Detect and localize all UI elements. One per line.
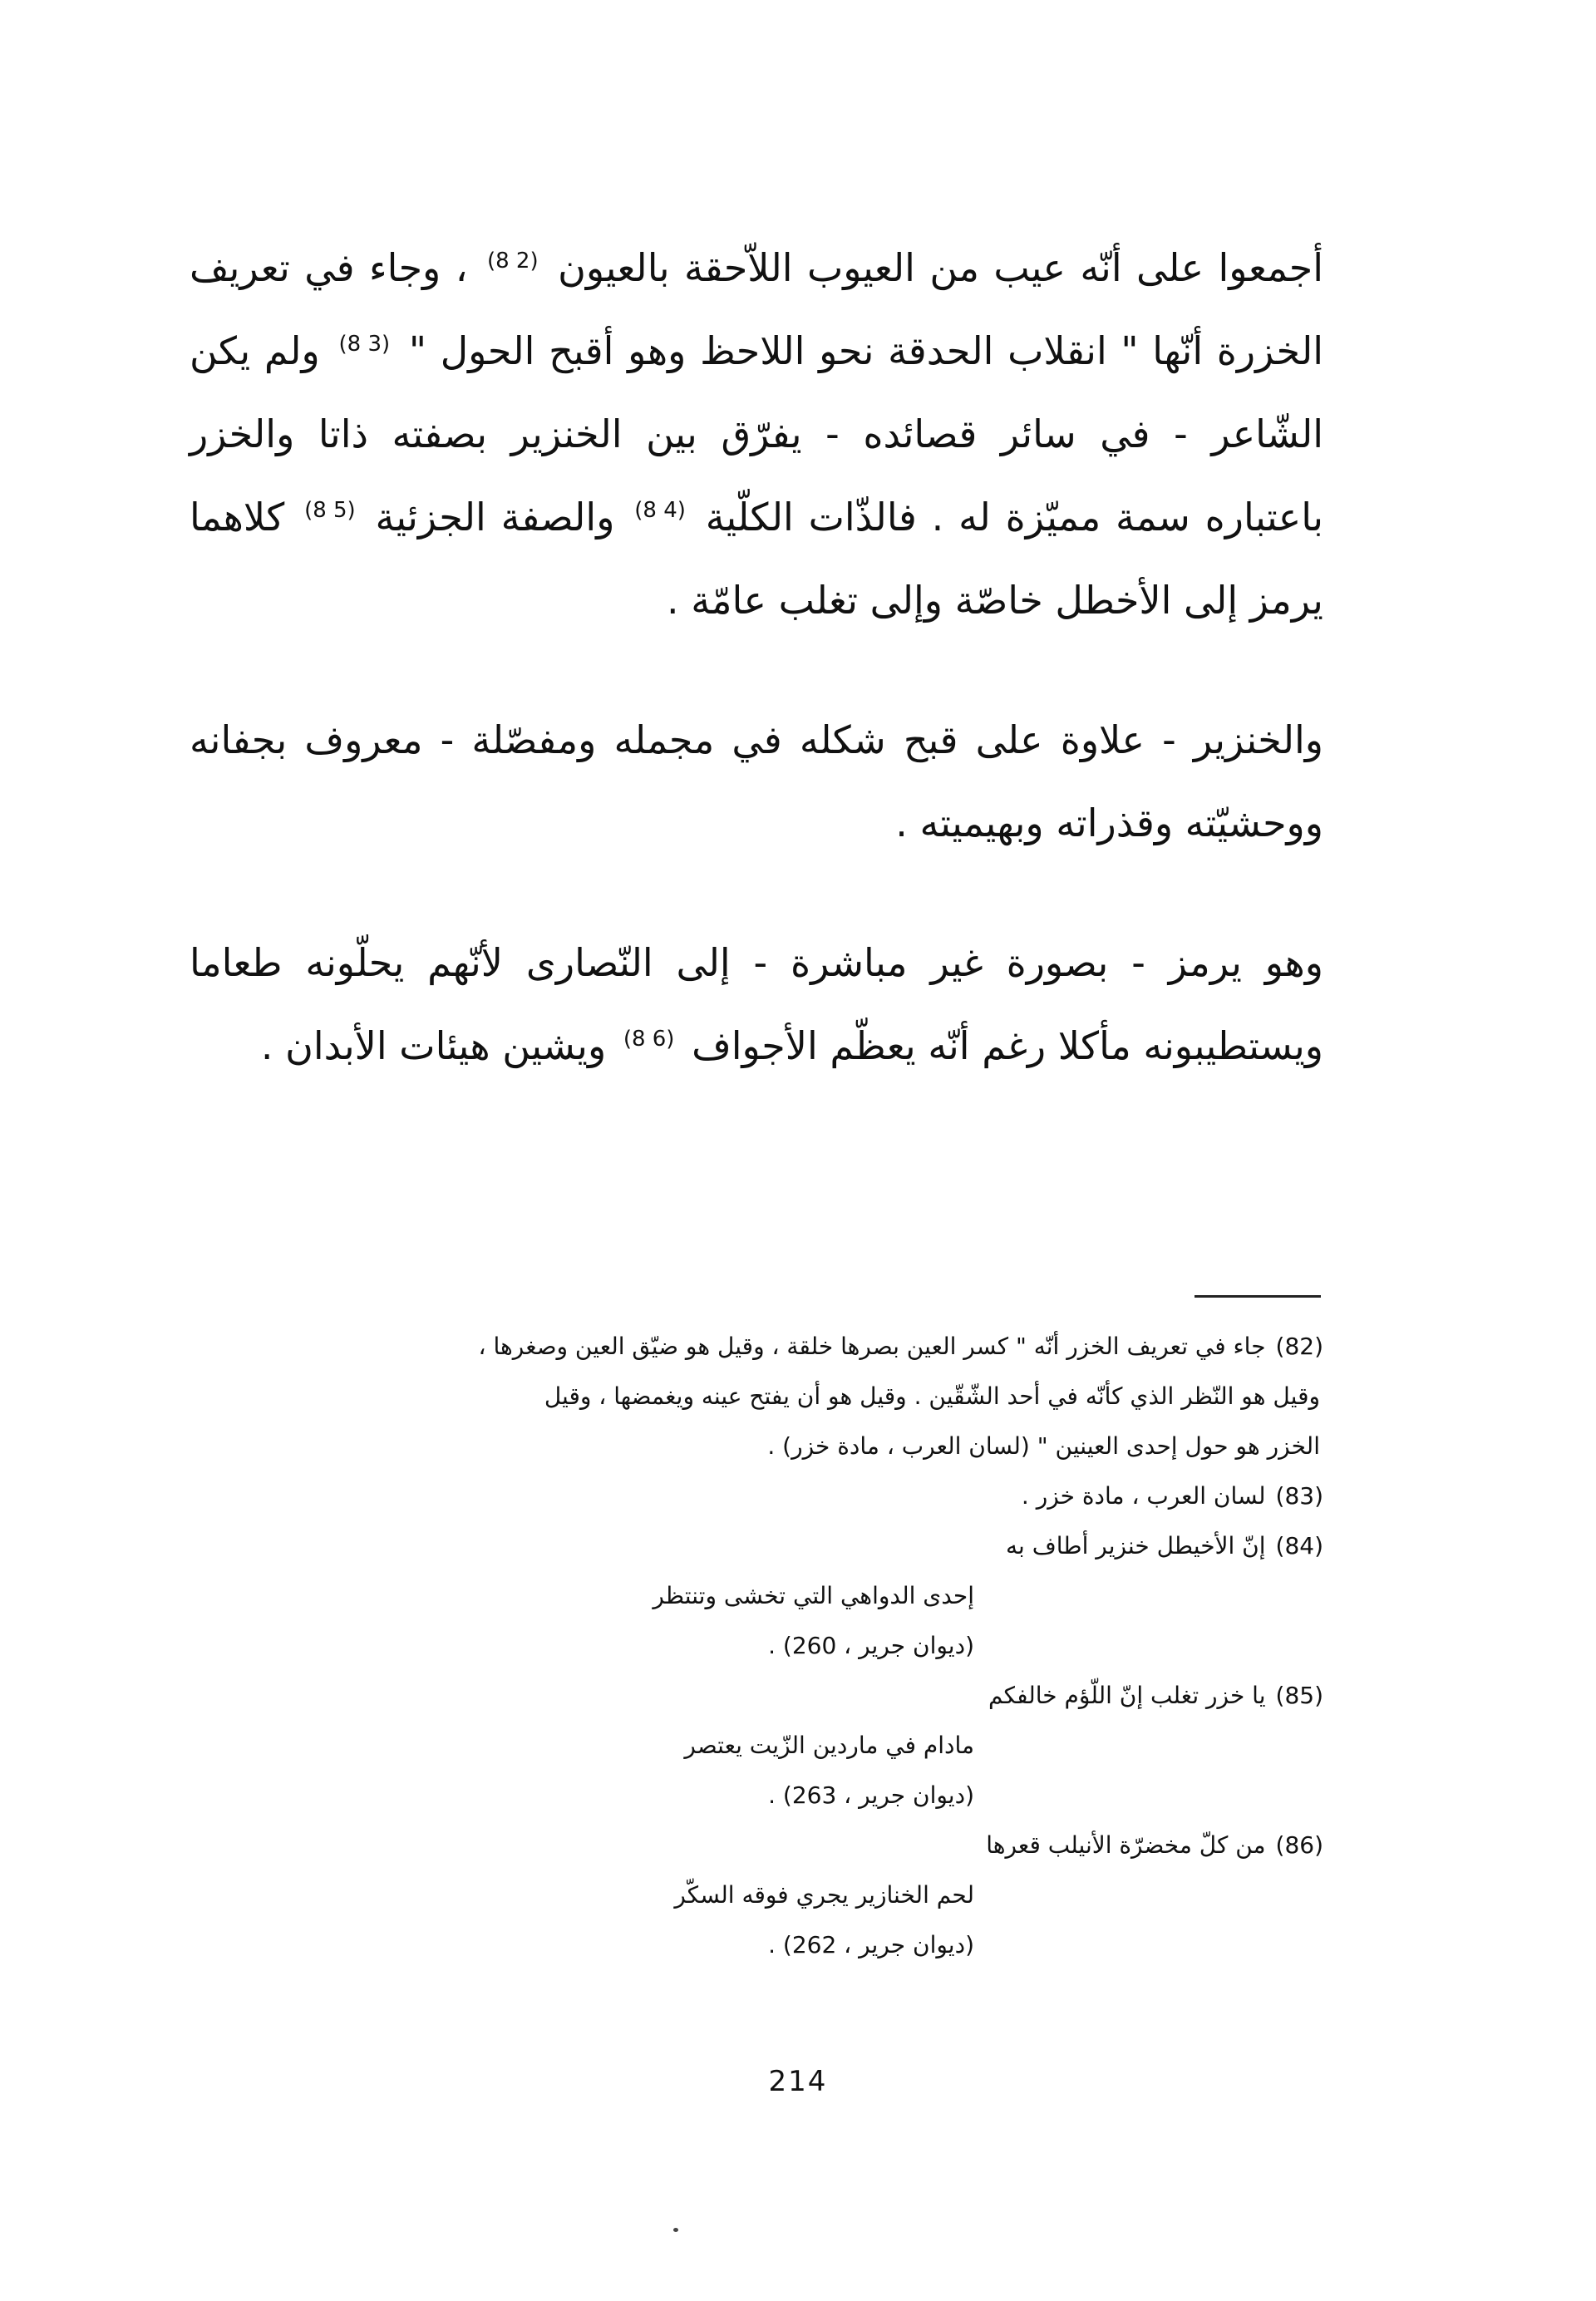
footnote-85-verse-2: مادام في ماردين الزّيت يعتصر [684,1732,974,1759]
paragraph-1-text-a: أجمعوا على أنّه عيب من العيوب اللاّحقة بالعيون [558,245,1324,290]
footnote-86-source: (ديوان جرير ، 262) . [768,1931,974,1959]
footnote-83 [183,1471,1323,1521]
footnote-84-verse-1 [183,1521,1323,1571]
footnote-84-verse-1-text: إنّ الأخيطل خنزير أطاف به [1006,1532,1266,1559]
footnote-82-number: (82) [1275,1333,1323,1360]
footnote-85-number: (85) [1275,1682,1323,1709]
footnote-82-text-1: جاء في تعريف الخزر أنّه " كسر العين بصرها خلقة ، وقيل هو ضيّق العين وصغرها ، [478,1333,1266,1360]
footnote-84-verse-2: إحدى الدواهي التي تخشى وتنتظر [653,1582,974,1609]
footnote-84-source: (ديوان جرير ، 260) . [768,1632,974,1659]
footnote-85-verse-1-text: يا خزر تغلب إنّ اللّؤم خالفكم [988,1682,1266,1709]
footnote-86-verse-1 [183,1821,1323,1870]
paragraph-1: أجمعوا على أنّه عيب من العيوب اللاّحقة بالعيون (8 2) ، وجاء في تعريف الخزرة أنّها " انقلاب الحدقة نحو اللاحظ وهو أقبح الحول " (8 3) ولم يكن الشّاعر - في سائر قصائده - يفرّق بين الخنزير بصفته ذاتا والخزر باعتباره سمة مميّزة له . فالذّات الكلّية (8 4) والصفة الجزئية (8 5) كلاهما يرمز إلى الأخطل خاصّة وإلى تغلب عامّة . [190,245,1324,623]
footnote-83-number: (83) [1275,1482,1323,1510]
paragraph-2-text: والخنزير - علاوة على قبح شكله في مجمله ومفصّلة - معروف بجفانه ووحشيّته وقذراته وبهيميته . [190,717,1323,845]
footnote-82-line-2: وقيل هو النّظر الذي كأنّه في أحد الشّقّين . وقيل هو أن يفتح عينه ويغمضها ، وقيل [544,1382,1320,1410]
paragraph-3-text-b: ويشين هيئات الأبدان . [260,1023,607,1068]
paragraph-3-text-a: وهو يرمز - بصورة غير مباشرة - إلى النّصارى لأنّهم يحلّونه طعاما ويستطيبونه مأكلا رغم أنّه يعظّم الأجواف [190,940,1323,1068]
page-number: 214 [768,2065,828,2098]
footnote-83-text: لسان العرب ، مادة خزر . [1021,1482,1266,1510]
paragraph-2 [190,698,1323,865]
paragraph-1-text-c: ولم يكن الشّاعر - في سائر قصائده - يفرّق بين الخنزير بصفته ذاتا والخزر باعتباره سمة مميّزة له . فالذّات الكلّية [190,328,1324,540]
footnote-separator [1195,1295,1321,1298]
footnote-82-line-1 [183,1322,1323,1372]
footnote-84-number: (84) [1275,1532,1323,1559]
footnote-86-verse-2: لحم الخنازير يجري فوقه السكّر [674,1881,974,1909]
paragraph-1-text-b: ، وجاء في تعريف الخزرة أنّها " انقلاب الحدقة نحو اللاحظ وهو أقبح الحول " [190,245,1323,373]
footnote-85-verse-1 [183,1671,1323,1721]
footnote-85-source: (ديوان جرير ، 263) . [768,1781,974,1809]
footnote-82-line-3: الخزر هو حول إحدى العينين " (لسان العرب ، مادة خزر) . [767,1432,1320,1460]
footnotes [183,1322,1323,1970]
scan-speck [673,2228,678,2232]
paragraph-3: وهو يرمز - بصورة غير مباشرة - إلى النّصارى لأنّهم يحلّونه طعاما ويستطيبونه مأكلا رغم أنّه يعظّم الأجواف (8 6) ويشين هيئات الأبدان . [190,940,1323,1068]
footnote-86-verse-1-text: من كلّ مخضرّة الأنيلب قعرها [986,1831,1266,1859]
paragraph-1-text-e: كلاهما يرمز إلى الأخطل خاصّة وإلى تغلب عامّة . [190,495,1323,623]
paragraph-1-text-d: والصفة الجزئية [375,495,615,540]
footnote-86-number: (86) [1275,1831,1323,1859]
